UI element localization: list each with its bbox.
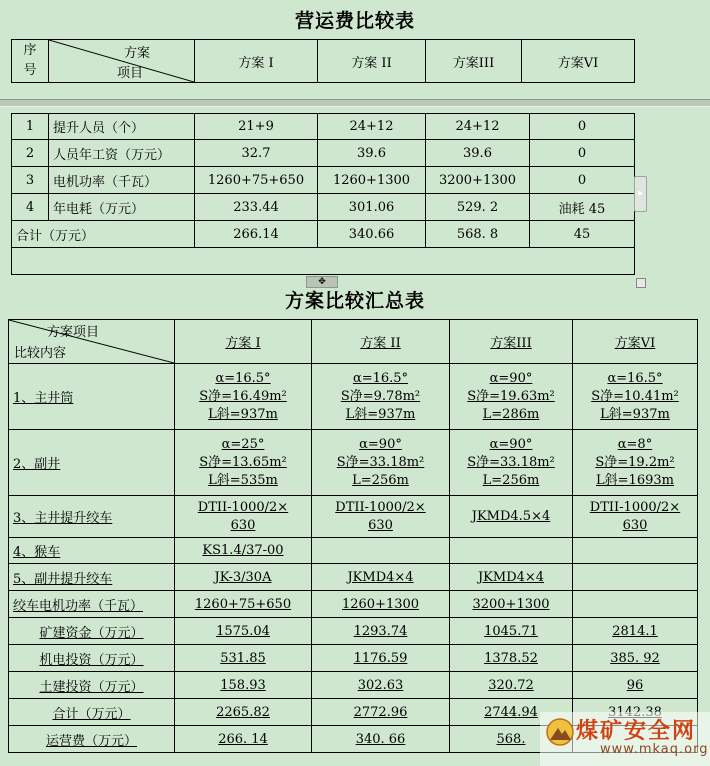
- table2-title: 方案比较汇总表: [284, 290, 425, 312]
- table-row: [9, 672, 698, 699]
- cell: [450, 538, 573, 564]
- cell: α=25° S净=13.65m² L斜=535m: [175, 430, 312, 496]
- page-break-separator: [0, 99, 710, 107]
- cell: 1575.04: [175, 618, 312, 645]
- table-move-handle-icon[interactable]: ✥: [306, 276, 338, 288]
- table-row: [12, 194, 635, 221]
- row-label: 5、副井提升绞车: [9, 564, 175, 591]
- cell: 568.: [450, 726, 573, 753]
- row-label: 绞车电机功率（千瓦）: [9, 591, 175, 618]
- cell: α=16.5° S净=10.41m² L斜=937m: [573, 364, 698, 430]
- plan-1-header: 方案 I: [175, 320, 312, 364]
- plan-4-header: 方案VI: [522, 40, 635, 83]
- cell: 266. 14: [175, 726, 312, 753]
- row-label: 矿建资金（万元）: [9, 618, 175, 645]
- table-row: [9, 618, 698, 645]
- row-item: 人员年工资（万元）: [49, 140, 195, 167]
- cell: 24+12: [426, 114, 530, 140]
- plan-2-header: 方案 II: [312, 320, 450, 364]
- cell: α=16.5° S净=9.78m² L斜=937m: [312, 364, 450, 430]
- row-number: 2: [12, 140, 49, 167]
- row-number: 3: [12, 167, 49, 194]
- plan-4-header: 方案VI: [573, 320, 698, 364]
- cell: 24+12: [318, 114, 426, 140]
- row-label: 合计（万元）: [9, 699, 175, 726]
- cell: [573, 591, 698, 618]
- cell: 96: [573, 672, 698, 699]
- diagonal-header-cell: 方案 项目: [49, 40, 195, 83]
- cell: 45: [530, 221, 635, 248]
- cell: DTII-1000/2× 630: [312, 496, 450, 538]
- cell: 1293.74: [312, 618, 450, 645]
- watermark-url: www.mkaq.org: [600, 742, 709, 757]
- cell: 568. 8: [426, 221, 530, 248]
- table-row: [9, 591, 698, 618]
- seq-header: 序 号: [12, 40, 49, 83]
- empty-row: [12, 248, 635, 275]
- row-label: 4、猴车: [9, 538, 175, 564]
- mountain-logo-icon: [546, 718, 574, 746]
- cell: 0: [530, 167, 635, 194]
- cell: 529. 2: [426, 194, 530, 221]
- row-label: 3、主井提升绞车: [9, 496, 175, 538]
- total-row: [12, 221, 635, 248]
- cell: 0: [530, 114, 635, 140]
- table2: [8, 319, 698, 753]
- cell: 1260+75+650: [195, 167, 318, 194]
- cell: KS1.4/37-00: [175, 538, 312, 564]
- cell: 1378.52: [450, 645, 573, 672]
- row-label: 机电投资（万元）: [9, 645, 175, 672]
- cell: α=90° S净=33.18m² L=256m: [450, 430, 573, 496]
- table-row: [9, 496, 698, 538]
- table2-header-row: [9, 320, 698, 364]
- cell: 158.93: [175, 672, 312, 699]
- cell: 233.44: [195, 194, 318, 221]
- cell: 0: [530, 140, 635, 167]
- row-item: 提升人员（个）: [49, 114, 195, 140]
- cell: 531.85: [175, 645, 312, 672]
- cell: 2814.1: [573, 618, 698, 645]
- cell: 39.6: [426, 140, 530, 167]
- cell: 2744.94: [450, 699, 573, 726]
- table1-title: 营运费比较表: [294, 10, 415, 32]
- cell: 油耗 45: [530, 194, 635, 221]
- row-label: 2、副井: [9, 430, 175, 496]
- watermark-text: 煤矿安全网: [576, 718, 697, 744]
- cell: 32.7: [195, 140, 318, 167]
- cell: α=90° S净=33.18m² L=256m: [312, 430, 450, 496]
- diagonal-header-cell: 方案项目 比较内容: [9, 320, 175, 364]
- row-number: 1: [12, 114, 49, 140]
- scroll-arrow-icon[interactable]: ▸: [634, 176, 647, 212]
- table1-header: [11, 39, 635, 83]
- plan-3-header: 方案III: [426, 40, 522, 83]
- table-row: [12, 167, 635, 194]
- cell: 21+9: [195, 114, 318, 140]
- cell: 340.66: [318, 221, 426, 248]
- cell: α=16.5° S净=16.49m² L斜=937m: [175, 364, 312, 430]
- cell: 266.14: [195, 221, 318, 248]
- cell: JKMD4.5×4: [450, 496, 573, 538]
- site-watermark: [540, 712, 710, 766]
- cell: JKMD4×4: [450, 564, 573, 591]
- table-row: [9, 430, 698, 496]
- cell: 1260+1300: [312, 591, 450, 618]
- cell: 340. 66: [312, 726, 450, 753]
- row-item: 电机功率（千瓦）: [49, 167, 195, 194]
- row-label: 土建投资（万元）: [9, 672, 175, 699]
- cell: 1260+1300: [318, 167, 426, 194]
- cell: DTII-1000/2× 630: [175, 496, 312, 538]
- row-label: 1、主井筒: [9, 364, 175, 430]
- cell: 1176.59: [312, 645, 450, 672]
- table-row: [9, 645, 698, 672]
- cell: JK-3/30A: [175, 564, 312, 591]
- row-number: 4: [12, 194, 49, 221]
- cell: DTII-1000/2× 630: [573, 496, 698, 538]
- cell: 385. 92: [573, 645, 698, 672]
- cell: 320.72: [450, 672, 573, 699]
- cell: α=8° S净=19.2m² L斜=1693m: [573, 430, 698, 496]
- cell: [573, 564, 698, 591]
- cell: α=90° S净=19.63m² L=286m: [450, 364, 573, 430]
- table1-body: [11, 113, 635, 275]
- table-row: [9, 364, 698, 430]
- row-label: 运营费（万元）: [9, 726, 175, 753]
- cell: 302.63: [312, 672, 450, 699]
- cell: 2772.96: [312, 699, 450, 726]
- cell: 3200+1300: [426, 167, 530, 194]
- cell: 3200+1300: [450, 591, 573, 618]
- table-row: [12, 140, 635, 167]
- table-row: [9, 564, 698, 591]
- cell: JKMD4×4: [312, 564, 450, 591]
- plan-2-header: 方案 II: [318, 40, 426, 83]
- cell: 39.6: [318, 140, 426, 167]
- plan-1-header: 方案 I: [195, 40, 318, 83]
- table-row: [9, 538, 698, 564]
- row-item: 年电耗（万元）: [49, 194, 195, 221]
- cell: [573, 538, 698, 564]
- cell: 2265.82: [175, 699, 312, 726]
- table-row: [12, 114, 635, 140]
- cell: 1045.71: [450, 618, 573, 645]
- cell: 301.06: [318, 194, 426, 221]
- total-label: 合计（万元）: [12, 221, 195, 248]
- plan-3-header: 方案III: [450, 320, 573, 364]
- cell: 1260+75+650: [175, 591, 312, 618]
- cell: [312, 538, 450, 564]
